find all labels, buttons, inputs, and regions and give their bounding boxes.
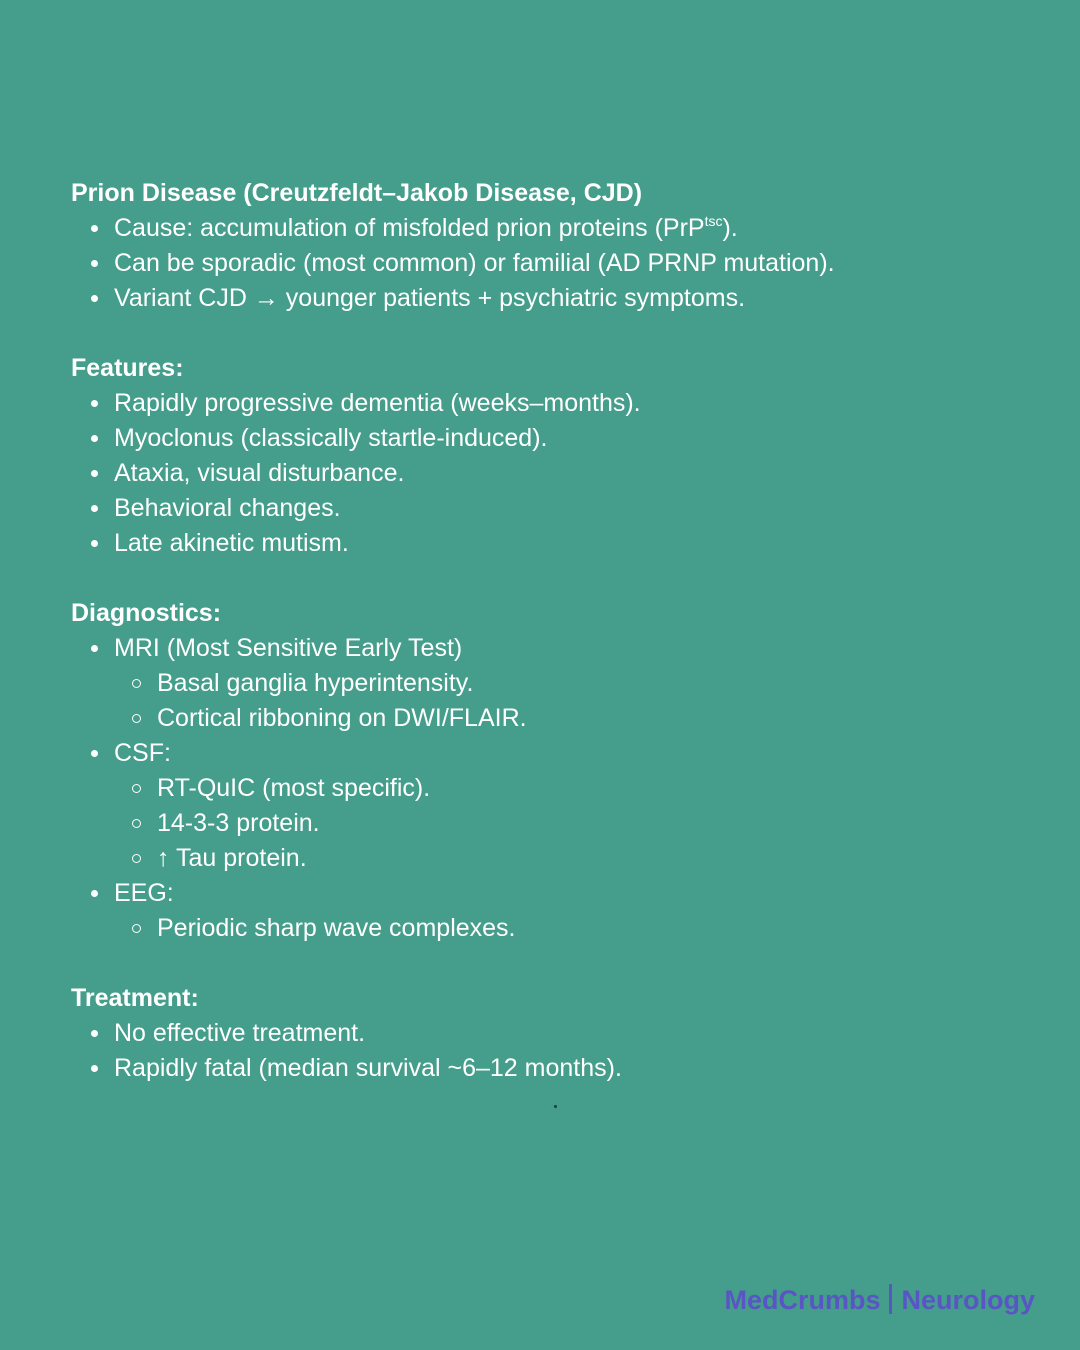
sub-item-text: Cortical ribboning on DWI/FLAIR.	[157, 704, 527, 732]
section-treatment	[71, 981, 1031, 1086]
sub-item-text: 14-3-3 protein.	[157, 809, 320, 837]
brand-topic: Neurology	[901, 1285, 1035, 1315]
bullet-circle-icon	[132, 854, 141, 863]
bullet-dot-icon	[91, 470, 98, 477]
sub-list-item	[114, 771, 1031, 806]
section-heading: Prion Disease (Creutzfeldt–Jakob Disease, CJD)	[71, 179, 643, 207]
sub-list-item	[114, 666, 1031, 701]
item-text: Rapidly fatal (median survival ~6–12 months).	[114, 1054, 622, 1082]
bullet-dot-icon	[91, 540, 98, 547]
bullet-list	[71, 631, 1031, 946]
sub-item-text: RT-QuIC (most specific).	[157, 774, 431, 802]
item-text-suffix: ).	[722, 214, 738, 242]
notes-content	[71, 176, 1031, 1121]
item-text: Cause: accumulation of misfolded prion proteins (PrP	[114, 214, 705, 242]
bullet-circle-icon	[132, 784, 141, 793]
sub-bullet-list	[114, 666, 1031, 736]
list-item	[71, 1051, 1031, 1086]
bullet-dot-icon	[91, 890, 98, 897]
brand-name: MedCrumbs	[724, 1285, 881, 1315]
bullet-dot-icon	[91, 1065, 98, 1072]
bullet-dot-icon	[91, 1030, 98, 1037]
bullet-list	[71, 386, 1031, 561]
list-item	[71, 456, 1031, 491]
bullet-list	[71, 211, 1031, 316]
bullet-list	[71, 1016, 1031, 1086]
item-text: Variant CJD → younger patients + psychiatric symptoms.	[114, 284, 746, 312]
item-text: EEG:	[114, 879, 174, 907]
stray-dot	[554, 1105, 557, 1108]
list-item	[71, 386, 1031, 421]
item-text: Ataxia, visual disturbance.	[114, 459, 405, 487]
bullet-dot-icon	[91, 400, 98, 407]
sub-item-text: Periodic sharp wave complexes.	[157, 914, 516, 942]
section-features	[71, 351, 1031, 561]
sub-list-item	[114, 841, 1031, 876]
bullet-dot-icon	[91, 225, 98, 232]
item-text: Can be sporadic (most common) or familial (AD PRNP mutation).	[114, 249, 835, 277]
bullet-dot-icon	[91, 750, 98, 757]
section-heading: Treatment:	[71, 984, 199, 1012]
bullet-dot-icon	[91, 295, 98, 302]
bullet-circle-icon	[132, 679, 141, 688]
item-text: Rapidly progressive dementia (weeks–months).	[114, 389, 641, 417]
superscript-text: tsc	[704, 213, 723, 229]
list-item	[71, 736, 1031, 876]
sub-list-item	[114, 806, 1031, 841]
item-text: CSF:	[114, 739, 171, 767]
bullet-dot-icon	[91, 505, 98, 512]
section-heading: Features:	[71, 354, 184, 382]
item-text: Myoclonus (classically startle-induced).	[114, 424, 548, 452]
list-item	[71, 1016, 1031, 1051]
section-diagnostics	[71, 596, 1031, 946]
bullet-circle-icon	[132, 924, 141, 933]
sub-bullet-list	[114, 911, 1031, 946]
bullet-dot-icon	[91, 260, 98, 267]
sub-bullet-list	[114, 771, 1031, 876]
bullet-dot-icon	[91, 435, 98, 442]
sub-item-text: ↑ Tau protein.	[157, 844, 307, 872]
sub-list-item	[114, 911, 1031, 946]
list-item	[71, 526, 1031, 561]
brand-divider	[889, 1284, 892, 1314]
list-item	[71, 491, 1031, 526]
item-text: MRI (Most Sensitive Early Test)	[114, 634, 463, 662]
list-item	[71, 281, 1031, 316]
brand-footer	[724, 1282, 1035, 1318]
list-item	[71, 876, 1031, 946]
list-item	[71, 421, 1031, 456]
list-item	[71, 631, 1031, 736]
bullet-circle-icon	[132, 714, 141, 723]
item-text: No effective treatment.	[114, 1019, 366, 1047]
sub-list-item	[114, 701, 1031, 736]
list-item	[71, 211, 1031, 246]
sub-item-text: Basal ganglia hyperintensity.	[157, 669, 474, 697]
section-heading: Diagnostics:	[71, 599, 222, 627]
bullet-circle-icon	[132, 819, 141, 828]
item-text: Late akinetic mutism.	[114, 529, 349, 557]
list-item	[71, 246, 1031, 281]
bullet-dot-icon	[91, 645, 98, 652]
section-prion-disease	[71, 176, 1031, 316]
item-text: Behavioral changes.	[114, 494, 341, 522]
